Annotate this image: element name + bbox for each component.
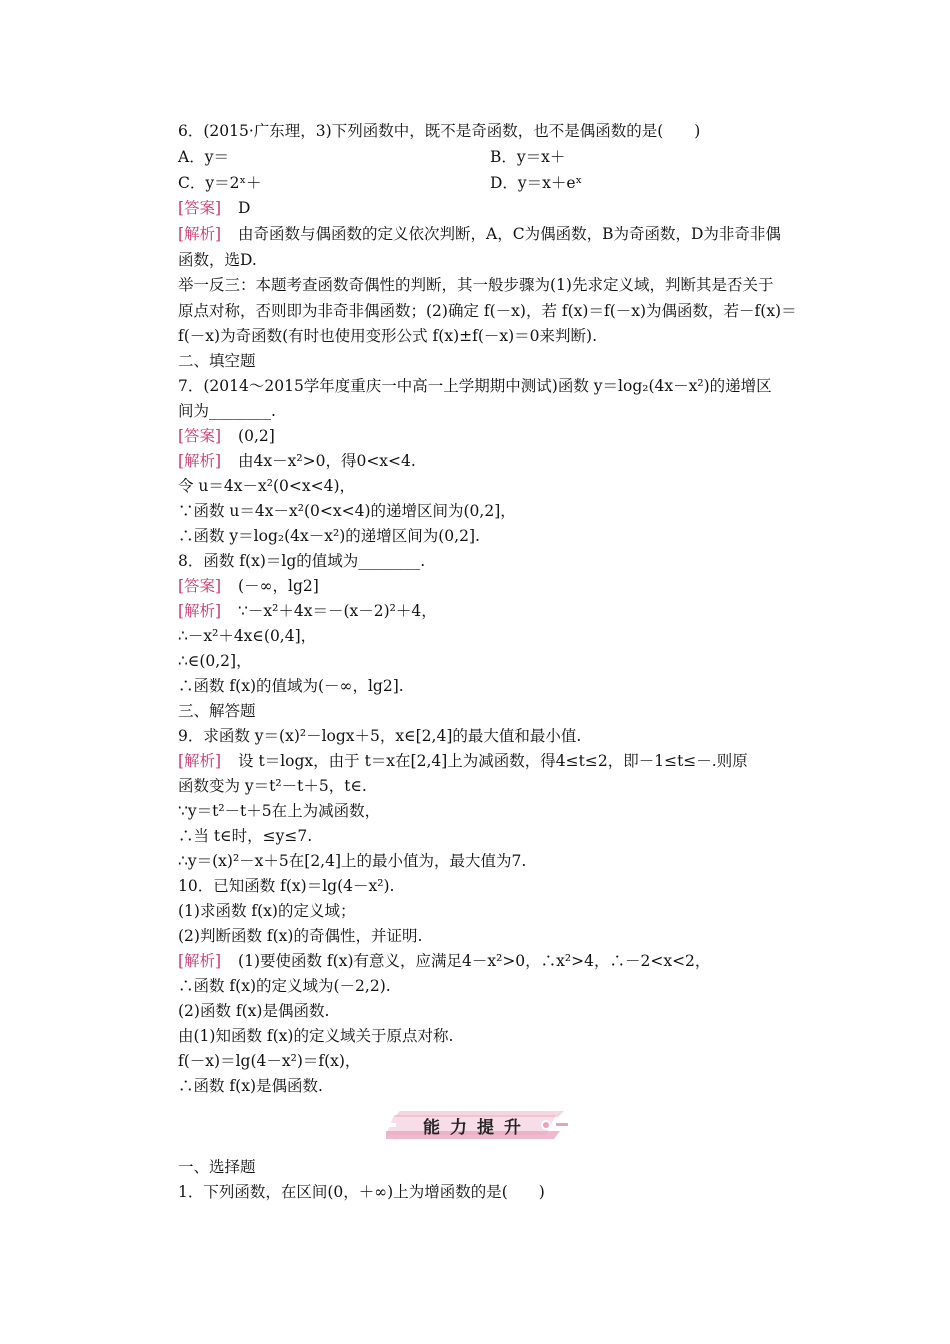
analysis-tag: [解析] [178, 752, 222, 770]
analysis-continued: 函数，选D. [178, 251, 257, 269]
answer-tag: [答案] [178, 199, 222, 217]
analysis-tag: [解析] [178, 452, 222, 470]
analysis-line: ∴∈(0,2]， [178, 652, 252, 670]
analysis-line: ∴当 t∈时，≤y≤7. [178, 827, 313, 845]
banner-title: 能力提升 [423, 1118, 531, 1138]
section-banner [386, 1109, 568, 1139]
question-10-stem: 10．已知函数 f(x)＝lg(4－x²). [178, 877, 395, 895]
question-7-stem: 7．(2014～2015学年度重庆一中高一上学期期中测试)函数 y＝log₂(4x－x²)的递增区 [178, 377, 772, 395]
analysis-label [178, 751, 748, 771]
analysis-tag: [解析] [178, 602, 222, 620]
analysis-text: ∵－x²＋4x＝－(x－2)²＋4， [238, 602, 437, 620]
analysis-text: (1)要使函数 f(x)有意义，应满足4－x²>0，∴x²>4，∴－2<x<2， [238, 952, 711, 970]
analysis-line: ∵函数 u＝4x－x²(0<x<4)的递增区间为(0,2]， [178, 502, 516, 520]
extension-line-3: f(－x)为奇函数(有时也使用变形公式 f(x)±f(－x)＝0来判断). [178, 327, 598, 345]
analysis-line: ∴y＝(x)²－x＋5在[2,4]上的最小值为，最大值为7. [178, 852, 527, 870]
extension-line-1: 举一反三：本题考查函数奇偶性的判断，其一般步骤为(1)先求定义域，判断其是否关于 [178, 276, 774, 294]
question-6-stem: 6．(2015·广东理，3)下列函数中，既不是奇函数，也不是偶函数的是( ) [178, 122, 701, 140]
analysis-tag: [解析] [178, 952, 222, 970]
answer-tag: [答案] [178, 427, 222, 445]
analysis-label [178, 224, 781, 244]
question-6-option-b: B．y＝x＋ [490, 148, 566, 166]
question-10-part-1: (1)求函数 f(x)的定义域； [178, 902, 356, 920]
answer-text: (0,2] [238, 427, 275, 445]
analysis-label [178, 951, 710, 971]
analysis-line: 函数变为 y＝t²－t＋5，t∈. [178, 777, 367, 795]
answer-label [178, 426, 275, 446]
question-8-stem: 8．函数 f(x)＝lg的值域为________. [178, 552, 426, 570]
analysis-text: 由奇函数与偶函数的定义依次判断，A，C为偶函数，B为奇函数，D为非奇非偶 [238, 225, 781, 243]
section-heading-choice: 一、选择题 [178, 1158, 256, 1176]
analysis-text: 设 t＝logx，由于 t＝x在[2,4]上为减函数，得4≤t≤2，即－1≤t≤－.则原 [238, 752, 748, 770]
question-10-part-2: (2)判断函数 f(x)的奇偶性，并证明. [178, 927, 423, 945]
analysis-tag: [解析] [178, 225, 222, 243]
answer-label [178, 198, 250, 218]
analysis-text: 由4x－x²>0，得0<x<4. [238, 452, 416, 470]
question-6-option-c: C．y＝2ˣ＋ [178, 174, 262, 192]
analysis-line: f(－x)＝lg(4－x²)＝f(x)， [178, 1052, 361, 1070]
analysis-line: ∴函数 y＝log₂(4x－x²)的递增区间为(0,2]. [178, 527, 480, 545]
analysis-line: ∴函数 f(x)的值域为(－∞，lg2]. [178, 677, 404, 695]
analysis-label [178, 601, 437, 621]
answer-text: D [238, 199, 251, 217]
analysis-line: ∴－x²＋4x∈(0,4]， [178, 627, 317, 645]
analysis-line: ∵y＝t²－t＋5在上为减函数， [178, 802, 381, 820]
question-7-stem-continued: 间为________. [178, 402, 276, 420]
section-heading-fill-blank: 二、填空题 [178, 352, 256, 370]
analysis-label [178, 451, 416, 471]
question-1-stem: 1．下列函数，在区间(0，＋∞)上为增函数的是( ) [178, 1183, 545, 1201]
question-6-option-a: A．y＝ [178, 148, 229, 166]
answer-text: (－∞，lg2] [238, 577, 319, 595]
answer-tag: [答案] [178, 577, 222, 595]
analysis-line: ∴函数 f(x)是偶函数. [178, 1077, 323, 1095]
analysis-line: 由(1)知函数 f(x)的定义域关于原点对称. [178, 1027, 454, 1045]
question-9-stem: 9．求函数 y＝(x)²－logx＋5，x∈[2,4]的最大值和最小值. [178, 727, 582, 745]
extension-line-2: 原点对称，否则即为非奇非偶函数；(2)确定 f(－x)，若 f(x)＝f(－x)为偶函数，若－f(x)＝ [178, 302, 797, 320]
analysis-line: 令 u＝4x－x²(0<x<4)， [178, 477, 356, 495]
question-6-option-d: D．y＝x＋eˣ [490, 174, 583, 192]
answer-label [178, 576, 319, 596]
section-heading-solutions: 三、解答题 [178, 702, 256, 720]
analysis-line: (2)函数 f(x)是偶函数. [178, 1002, 330, 1020]
analysis-line: ∴函数 f(x)的定义域为(－2,2). [178, 977, 391, 995]
